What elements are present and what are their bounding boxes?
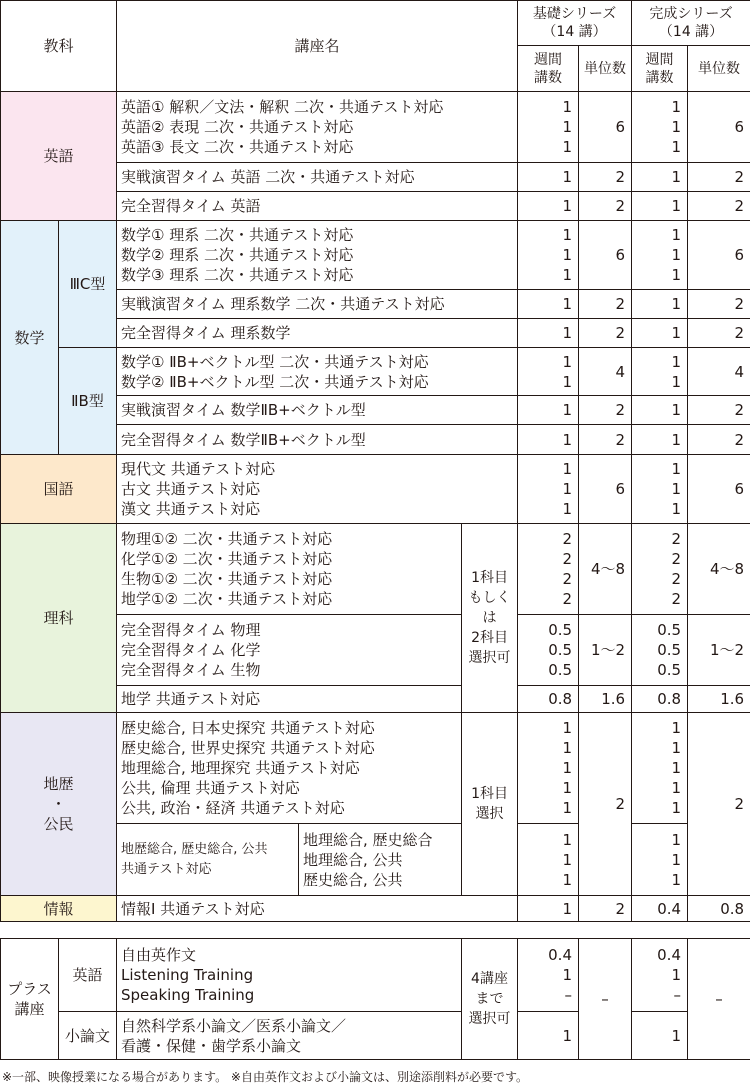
course-cell: 完全習得タイム 理系数学 <box>117 319 518 348</box>
complete-units: 2 <box>688 290 750 319</box>
course-cell: 地歴総合, 歴史総合, 公共 共通テスト対応 <box>117 824 299 896</box>
basic-weekly: 1 <box>518 396 579 425</box>
footnote: ※一部、映像授業になる場合があります。 ※自由英作文および小論文は、別途添削料が必要です。 <box>2 1070 529 1084</box>
table-row <box>1 896 750 922</box>
complete-weekly: 1 <box>632 319 688 348</box>
complete-units: 2 <box>688 713 750 896</box>
course-cell: 自然科学系小論文／医系小論文／ 看護・保健・歯学系小論文 <box>117 1012 462 1060</box>
complete-units: – <box>688 939 750 1060</box>
basic-units: 2 <box>579 396 632 425</box>
course-cell: 物理①② 二次・共通テスト対応 化学①② 二次・共通テスト対応 生物①② 二次・共通テスト対応 地学①② 二次・共通テスト対応 <box>117 524 462 615</box>
basic-units: 6 <box>579 92 632 163</box>
plus-english-label: 英語 <box>59 939 117 1012</box>
subject-info: 情報 <box>1 896 117 922</box>
basic-weekly: 0.8 <box>518 686 579 713</box>
course-cell: 実戦演習タイム 英語 二次・共通テスト対応 <box>117 163 518 192</box>
plus-label: プラス 講座 <box>1 939 59 1060</box>
table-row <box>1 713 750 824</box>
basic-units: 6 <box>579 455 632 524</box>
basic-units: 2 <box>579 163 632 192</box>
complete-weekly: 1 <box>632 290 688 319</box>
complete-units: 2 <box>688 396 750 425</box>
complete-units: 2 <box>688 425 750 455</box>
plus-choice-note: 4講座 まで 選択可 <box>462 939 518 1060</box>
math-type-2b: ⅡB型 <box>59 348 117 455</box>
basic-weekly: 1 1 1 <box>518 455 579 524</box>
complete-units: 2 <box>688 192 750 221</box>
basic-weekly: 1 <box>518 163 579 192</box>
basic-weekly: 1 1 1 <box>518 221 579 290</box>
complete-units: 1.6 <box>688 686 750 713</box>
basic-units: – <box>579 939 632 1060</box>
complete-weekly: 1 1 <box>632 348 688 396</box>
complete-weekly: 1 1 1 <box>632 221 688 290</box>
basic-units: 2 <box>579 713 632 896</box>
subject-social: 地歴 ・ 公民 <box>1 713 117 896</box>
course-cell: 歴史総合, 日本史探究 共通テスト対応 歴史総合, 世界史探究 共通テスト対応 地理総合, 地理探究 共通テスト対応 公共, 倫理 共通テスト対応 公共, 政治・経済 共通テスト対応 <box>117 713 462 824</box>
header-course: 講座名 <box>117 1 518 92</box>
basic-weekly: 1 1 1 <box>518 92 579 163</box>
basic-units: 4～8 <box>579 524 632 615</box>
complete-units: 4～8 <box>688 524 750 615</box>
basic-weekly: 1 1 1 <box>518 824 579 896</box>
complete-units: 6 <box>688 221 750 290</box>
course-cell: 実戦演習タイム 理系数学 二次・共通テスト対応 <box>117 290 518 319</box>
header-complete-weekly: 週間 講数 <box>632 46 688 92</box>
basic-units: 2 <box>579 896 632 922</box>
basic-weekly: 0.4 1 – <box>518 939 579 1012</box>
basic-units: 4 <box>579 348 632 396</box>
plus-essay-label: 小論文 <box>59 1012 117 1060</box>
complete-weekly: 0.5 0.5 0.5 <box>632 615 688 686</box>
complete-weekly: 0.8 <box>632 686 688 713</box>
basic-weekly: 1 <box>518 290 579 319</box>
course-cell: 自由英作文 Listening Training Speaking Training <box>117 939 462 1012</box>
subject-japanese: 国語 <box>1 455 117 524</box>
course-cell: 現代文 共通テスト対応 古文 共通テスト対応 漢文 共通テスト対応 <box>117 455 518 524</box>
basic-weekly: 1 1 <box>518 348 579 396</box>
basic-weekly: 1 <box>518 896 579 922</box>
header-basic-units: 単位数 <box>579 46 632 92</box>
complete-units: 6 <box>688 92 750 163</box>
plus-course-table <box>0 938 750 1060</box>
course-cell: 英語① 解釈／文法・解釈 二次・共通テスト対応 英語② 表現 二次・共通テスト対応 英語③ 長文 二次・共通テスト対応 <box>117 92 518 163</box>
complete-units: 4 <box>688 348 750 396</box>
complete-units: 0.8 <box>688 896 750 922</box>
complete-weekly: 1 <box>632 425 688 455</box>
basic-weekly: 2 2 2 2 <box>518 524 579 615</box>
basic-units: 2 <box>579 192 632 221</box>
complete-weekly: 1 1 1 <box>632 824 688 896</box>
basic-weekly: 1 1 1 1 1 <box>518 713 579 824</box>
table-row <box>1 524 750 615</box>
course-cell: 情報Ⅰ 共通テスト対応 <box>117 896 518 922</box>
complete-weekly: 1 1 1 <box>632 455 688 524</box>
complete-weekly: 0.4 1 – <box>632 939 688 1012</box>
header-basic-series: 基礎シリーズ （14 講） <box>518 1 632 46</box>
complete-weekly: 1 <box>632 396 688 425</box>
table-row <box>1 455 750 524</box>
course-cell: 数学① 理系 二次・共通テスト対応 数学② 理系 二次・共通テスト対応 数学③ 理系 二次・共通テスト対応 <box>117 221 518 290</box>
complete-weekly: 0.4 <box>632 896 688 922</box>
basic-weekly: 1 <box>518 425 579 455</box>
complete-weekly: 1 1 1 1 1 <box>632 713 688 824</box>
complete-units: 2 <box>688 319 750 348</box>
table-row <box>1 92 750 163</box>
header-complete-units: 単位数 <box>688 46 750 92</box>
header-complete-series: 完成シリーズ （14 講） <box>632 1 750 46</box>
subject-math: 数学 <box>1 221 59 455</box>
subject-science: 理科 <box>1 524 117 713</box>
basic-units: 1.6 <box>579 686 632 713</box>
basic-units: 2 <box>579 425 632 455</box>
complete-units: 2 <box>688 163 750 192</box>
basic-weekly: 0.5 0.5 0.5 <box>518 615 579 686</box>
table-row <box>1 348 750 396</box>
header-subject: 教科 <box>1 1 117 92</box>
course-cell: 実戦演習タイム 数学ⅡB+ベクトル型 <box>117 396 518 425</box>
header-basic-weekly: 週間 講数 <box>518 46 579 92</box>
complete-weekly: 1 1 1 <box>632 92 688 163</box>
science-choice-note: 1科目 もしくは 2科目 選択可 <box>462 524 518 713</box>
complete-units: 6 <box>688 455 750 524</box>
complete-weekly: 1 <box>632 163 688 192</box>
basic-units: 2 <box>579 290 632 319</box>
basic-weekly: 1 <box>518 192 579 221</box>
complete-weekly: 2 2 2 2 <box>632 524 688 615</box>
table-row <box>1 221 750 290</box>
basic-weekly: 1 <box>518 319 579 348</box>
basic-units: 6 <box>579 221 632 290</box>
table-row <box>1 939 750 1012</box>
math-type-3c: ⅢC型 <box>59 221 117 348</box>
complete-units: 1～2 <box>688 615 750 686</box>
course-cell: 地理総合, 歴史総合 地理総合, 公共 歴史総合, 公共 <box>299 824 462 896</box>
course-cell: 地学 共通テスト対応 <box>117 686 462 713</box>
table-row <box>1 1012 750 1060</box>
subject-english: 英語 <box>1 92 117 221</box>
course-cell: 数学① ⅡB+ベクトル型 二次・共通テスト対応 数学② ⅡB+ベクトル型 二次・共通テスト対応 <box>117 348 518 396</box>
course-cell: 完全習得タイム 英語 <box>117 192 518 221</box>
basic-units: 1～2 <box>579 615 632 686</box>
course-cell: 完全習得タイム 物理 完全習得タイム 化学 完全習得タイム 生物 <box>117 615 462 686</box>
basic-weekly: 1 <box>518 1012 579 1060</box>
complete-weekly: 1 <box>632 1012 688 1060</box>
complete-weekly: 1 <box>632 192 688 221</box>
social-choice-note: 1科目 選択 <box>462 713 518 896</box>
basic-units: 2 <box>579 319 632 348</box>
course-cell: 完全習得タイム 数学ⅡB+ベクトル型 <box>117 425 518 455</box>
